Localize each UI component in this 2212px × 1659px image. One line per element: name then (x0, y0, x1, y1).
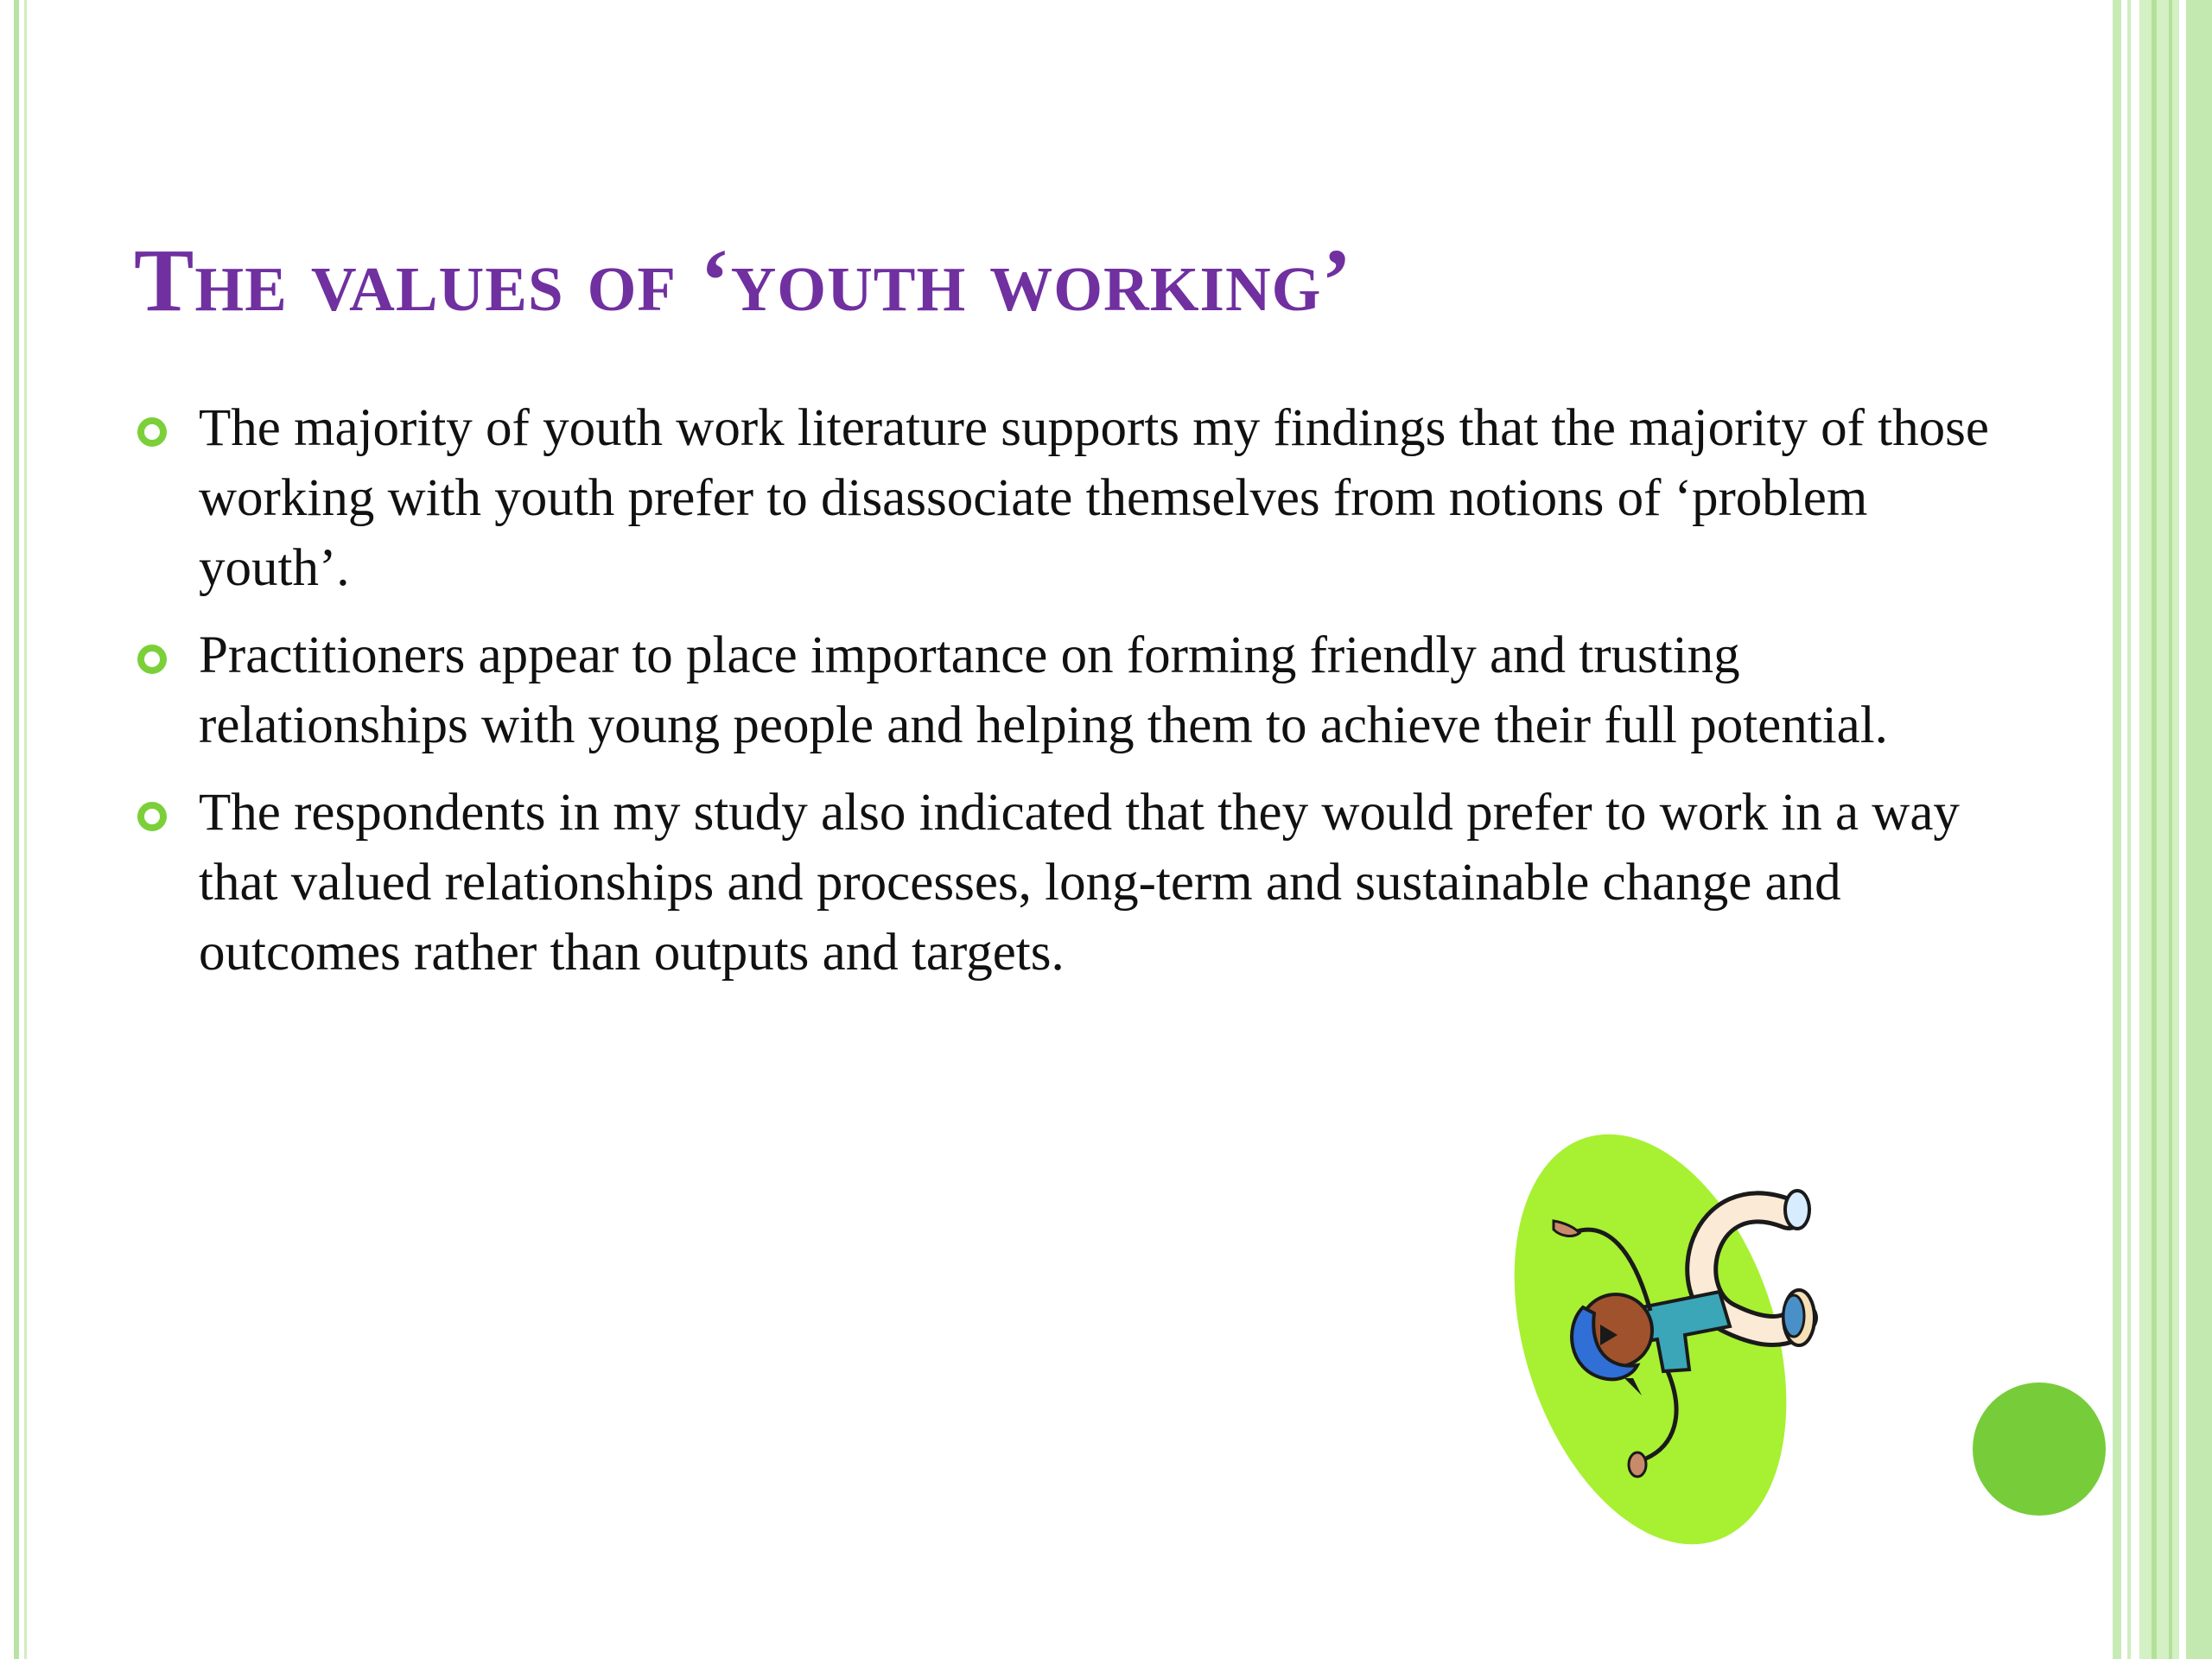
bullet-item (134, 393, 1992, 603)
clipart-hand-bottom (1629, 1452, 1646, 1477)
bullet-item (134, 778, 1992, 988)
slide-title: The values of ‘youth working’ (134, 231, 1353, 330)
right-band-stripe (2169, 0, 2172, 1659)
bullet-text: The respondents in my study also indicated that they would prefer to work in a way that valued relationships and processes, long-term and sustainable change and outcomes rather than outputs and targets. (199, 784, 1960, 982)
hollow-circle-bullet-icon (137, 417, 167, 447)
kid-cartwheel-clipart (1503, 1119, 1901, 1551)
left-border-line (14, 0, 19, 1659)
right-band-stripe (2127, 0, 2131, 1659)
right-band-stripe (2113, 0, 2121, 1659)
bullet-text: The majority of youth work literature supports my findings that the majority of those working with youth prefer to disassociate themselves from notions of ‘problem youth’. (199, 399, 1989, 597)
bullet-text: Practitioners appear to place importance on forming friendly and trusting relationships with young people and helping them to achieve their full potential. (199, 626, 1888, 754)
bullet-list (134, 393, 1992, 1005)
clipart-shoe-sole (1783, 1295, 1804, 1337)
right-band-stripe (2186, 0, 2212, 1659)
hollow-circle-bullet-icon (137, 802, 167, 831)
right-band-stripe (2152, 0, 2157, 1659)
bullet-item (134, 620, 1992, 760)
green-circle-decoration (1973, 1382, 2106, 1516)
clipart-shoe-top (1785, 1191, 1809, 1229)
left-border-line-inner (24, 0, 27, 1659)
hollow-circle-bullet-icon (137, 645, 167, 674)
right-band-stripe (2139, 0, 2179, 1659)
